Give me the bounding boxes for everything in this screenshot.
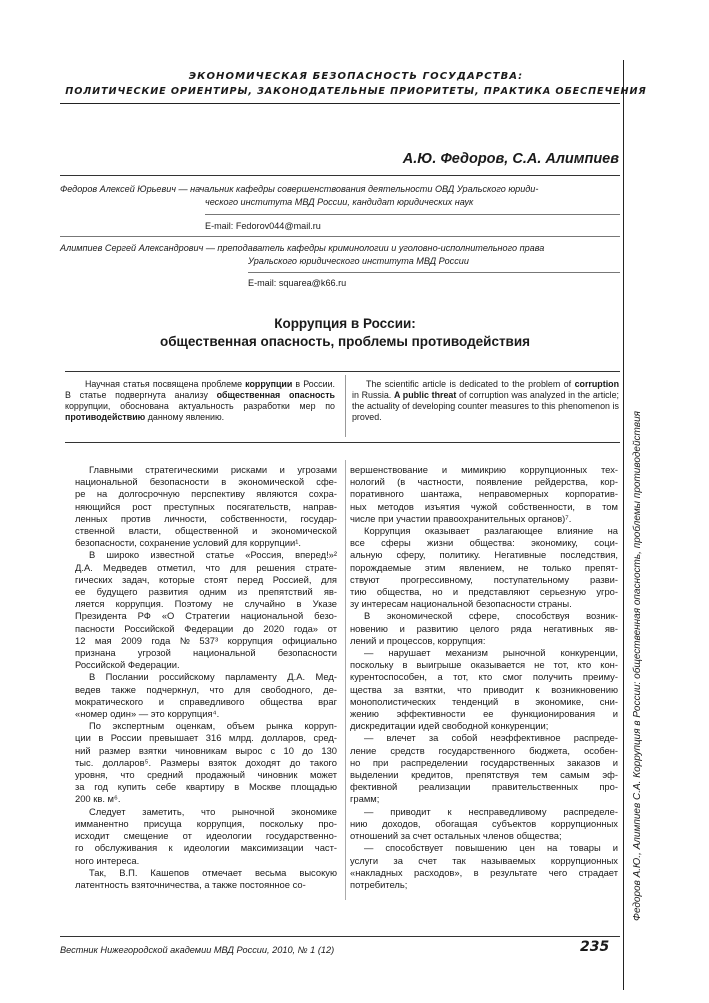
footer-journal: Вестник Нижегородской академии МВД России, 2010, № 1 (12) — [60, 945, 335, 955]
abstract-bottom-rule — [65, 442, 620, 443]
body-line: ленных против личности, собственности, государ- — [75, 512, 337, 524]
body-line: числе при участии правоохранительных органов)⁷. — [350, 512, 572, 524]
keyword-public-threat-en: A public threat — [393, 390, 457, 401]
body-line: ре на долгосрочную перспективу являются сохра- — [75, 488, 337, 500]
body-line: признана угрозой национальной безопасности — [75, 647, 337, 659]
author-separator-rule — [60, 236, 620, 237]
body-line: исходит смещение от идеологии государственно- — [75, 830, 337, 842]
body-line: национальной безопасности в экономической сфе- — [75, 476, 337, 488]
abstract-ru-text-3: коррупции, обоснована актуальность разработки мер по — [65, 401, 335, 412]
body-column-right — [350, 464, 618, 891]
author-info-2-line-2: Уральского юридического института МВД России — [248, 255, 469, 266]
body-line: альную сферу, политику. Негативные последствия, — [350, 549, 619, 561]
body-line: все сферы жизни общества: экономику, соци- — [350, 537, 618, 549]
abstract-russian — [65, 379, 335, 423]
side-running-title: Федоров А.Ю., Алимпиев С.А. Коррупция в России: общественная опасность, проблемы противодействия — [632, 411, 643, 921]
journal-section-subtitle: ПОЛИТИЧЕСКИЕ ОРИЕНТИРЫ, ЗАКОНОДАТЕЛЬНЫЕ ПРИОРИТЕТЫ, ПРАКТИКА ОБЕСПЕЧЕНИЯ — [65, 86, 647, 97]
body-line: 200 кв. м⁶. — [75, 793, 121, 805]
abstract-en-text-2: in Russia. — [352, 390, 394, 401]
body-line: мократического и справедливого общества враг — [75, 695, 337, 707]
author-info-1-line-2: ческого института МВД России, кандидат юридических наук — [205, 196, 474, 207]
body-line: монополистических тенденций в экономике, сни- — [350, 695, 619, 707]
body-line: пасности Российской Федерации до 2020 года» от — [75, 622, 337, 634]
journal-section-title: ЭКОНОМИЧЕСКАЯ БЕЗОПАСНОСТЬ ГОСУДАРСТВА: — [188, 71, 524, 82]
body-line: 12 мая 2009 года № 537³ коррупция официально — [75, 634, 337, 646]
body-line: ление средств государственного бюджета, особен- — [350, 744, 619, 756]
body-line: курентоспособен, а тот, кто смог получить преиму- — [350, 671, 618, 683]
header-rule — [60, 103, 620, 104]
abstract-en-text-3: of corruption was analyzed in the article; the actuality of developing counter measures to this phenomenon is proved. — [352, 390, 619, 423]
body-line: латентность взяточничества, а также постоянное со- — [75, 878, 306, 890]
body-line: уровня, что средний продажный чиновник может — [75, 769, 338, 781]
keyword-corruption-en: corruption — [574, 379, 619, 389]
body-line: Д.А. Медведев отметил, что для решения страте- — [75, 561, 337, 573]
email-rule-2 — [248, 272, 620, 273]
body-line: фективной реализации правительственных про- — [350, 781, 618, 793]
body-line: «накладных расходов», в результате чего страдает — [350, 866, 618, 878]
author-info-1 — [60, 183, 620, 208]
body-line: безопасности, сохранение условий для коррупции¹. — [75, 537, 301, 549]
body-line: нию доходов, обогащая субъектов коррупционных — [350, 817, 618, 829]
body-line: ее будущего развития одним из препятствий яв- — [75, 586, 338, 598]
body-column-separator — [345, 460, 346, 900]
body-line: гических задач, которые стоят перед Россией, для — [75, 573, 337, 585]
body-line: ственной власти, общественной и экономической — [75, 525, 338, 537]
article-title-line-1: Коррупция в России: — [274, 316, 416, 331]
body-line: отношений за счет остальных членов общества; — [350, 830, 562, 842]
author-info-2 — [60, 242, 620, 267]
body-line: щества за взятки, что приводит к возникновению — [350, 683, 619, 695]
abstract-top-rule — [65, 371, 620, 372]
keyword-corruption-ru: коррупции — [245, 379, 293, 389]
article-title — [70, 315, 620, 351]
page-number: 235 — [580, 939, 610, 955]
abstract-en-text-1: The scientific article is dedicated to the problem of — [366, 379, 575, 389]
body-line: ции в России превышает 316 млрд. долларов, сред- — [75, 732, 337, 744]
abstract-column-separator — [345, 375, 346, 437]
body-line: имманентно присуща коррупция, поскольку про- — [75, 817, 337, 829]
author-1-email: E-mail: Fedorov044@mail.ru — [205, 221, 321, 231]
body-line: выделении кредитов, препятствуя тем самым эф- — [350, 769, 618, 781]
body-line: ляется коррупция. Поэтому не случайно в Указе — [75, 598, 338, 610]
keyword-counteraction-ru: противодействию — [65, 412, 146, 423]
body-line: лений и процессов, коррупция: — [350, 634, 486, 646]
body-line: Главными стратегическими рисками и угрозами — [89, 464, 337, 475]
abstract-ru-text-2: в России. В статье подвергнута анализу — [65, 379, 335, 401]
authors-rule — [60, 175, 620, 176]
body-line: В экономической сфере, способствуя возник- — [364, 610, 618, 622]
body-line: жению эффективности ее функционирования и — [350, 708, 618, 720]
body-line: потребитель; — [350, 878, 408, 890]
body-line: Президента РФ «О Стратегии национальной безо- — [75, 610, 337, 622]
body-line: ного интереса. — [75, 854, 140, 866]
body-line: ний размер взятки чиновникам вырос с 10 до 130 — [75, 744, 338, 756]
body-line: «номер один» — это коррупция⁴. — [75, 708, 220, 720]
body-line: тию общества, но и представляют серьезную угро- — [350, 586, 619, 598]
body-line: поскольку в выигрыше оказывается не тот, кто кон- — [350, 659, 618, 671]
body-line: ведев также подчеркнул, что для свободного, де- — [75, 683, 338, 695]
body-line: — способствует повышению цен на товары и — [364, 842, 618, 854]
body-line: Коррупция оказывает разлагающее влияние на — [364, 525, 618, 537]
body-line: зу интересам национальной безопасности страны. — [350, 598, 572, 610]
body-line: По экспертным оценкам, объем рынка корруп- — [89, 720, 337, 732]
body-line: — приводит к несправедливому распределе- — [364, 805, 618, 817]
keyword-public-danger-ru: общественная опасность — [216, 390, 335, 401]
body-line: поративного шантажа, неправомерных корпоратив- — [350, 488, 618, 500]
body-line: порождаемые этим явлением, не только препят- — [350, 561, 618, 573]
body-line: В широко известной статье «Россия, вперед!»² — [89, 549, 338, 561]
body-line: ных методов изъятия чужой собственности, в том — [350, 500, 618, 512]
email-rule-1 — [205, 214, 620, 215]
body-line: нологий (в частности, появление рейдерства, кор- — [350, 476, 618, 488]
article-authors: А.Ю. Федоров, С.А. Алимпиев — [402, 151, 619, 167]
author-2-email: E-mail: squarea@k66.ru — [248, 278, 347, 288]
body-line: услуги за счет так называемых коррупционных — [350, 854, 618, 866]
author-info-2-line-1: Алимпиев Сергей Александрович — преподаватель кафедры криминологии и уголовно-исполнительного права — [60, 243, 545, 253]
body-line: тыс. долларов⁵. Размеры взяток доходят до такого — [75, 756, 337, 768]
body-line: Следует заметить, что рыночной экономике — [89, 805, 338, 817]
body-line: грамм; — [350, 793, 380, 805]
body-line: В Послании российскому парламенту Д.А. Мед- — [89, 671, 337, 683]
body-column-left — [75, 464, 337, 891]
abstract-english — [352, 379, 619, 423]
body-line: — нарушает механизм рыночной конкуренции, — [364, 647, 618, 659]
body-line: новению и развитию целого ряда негативных яв- — [350, 622, 619, 634]
body-line: но при распределении государственных заказов и — [350, 756, 619, 768]
body-line: Так, В.П. Кашепов отмечает весьма высокую — [89, 866, 337, 878]
abstract-ru-text-1: Научная статья посвящена проблеме — [85, 379, 246, 389]
body-line: вершенствование и мимикрию коррупционных тех- — [350, 464, 618, 475]
article-title-line-2: общественная опасность, проблемы противодействия — [159, 334, 531, 349]
body-line: за год купить себе квартиру в Москве площадью — [75, 781, 337, 793]
body-line: дискредитации идей свободной конкуренции; — [350, 720, 549, 732]
body-line: — влечет за собой неэффективное распреде- — [364, 732, 618, 744]
body-line: няющийся рост преступных посягательств, направ- — [75, 500, 337, 512]
footer-rule — [60, 936, 620, 937]
body-line: Российской Федерации. — [75, 659, 180, 671]
body-line: го обслуживания к идеологии максимизации част- — [75, 842, 338, 854]
abstract-ru-text-4: данному явлению. — [145, 412, 225, 423]
author-info-1-line-1: Федоров Алексей Юрьевич — начальник кафедры совершенствования деятельности ОВД Уральского юриди- — [60, 184, 539, 194]
body-line: ствуют прогрессивному, поступательному разви- — [350, 573, 618, 585]
